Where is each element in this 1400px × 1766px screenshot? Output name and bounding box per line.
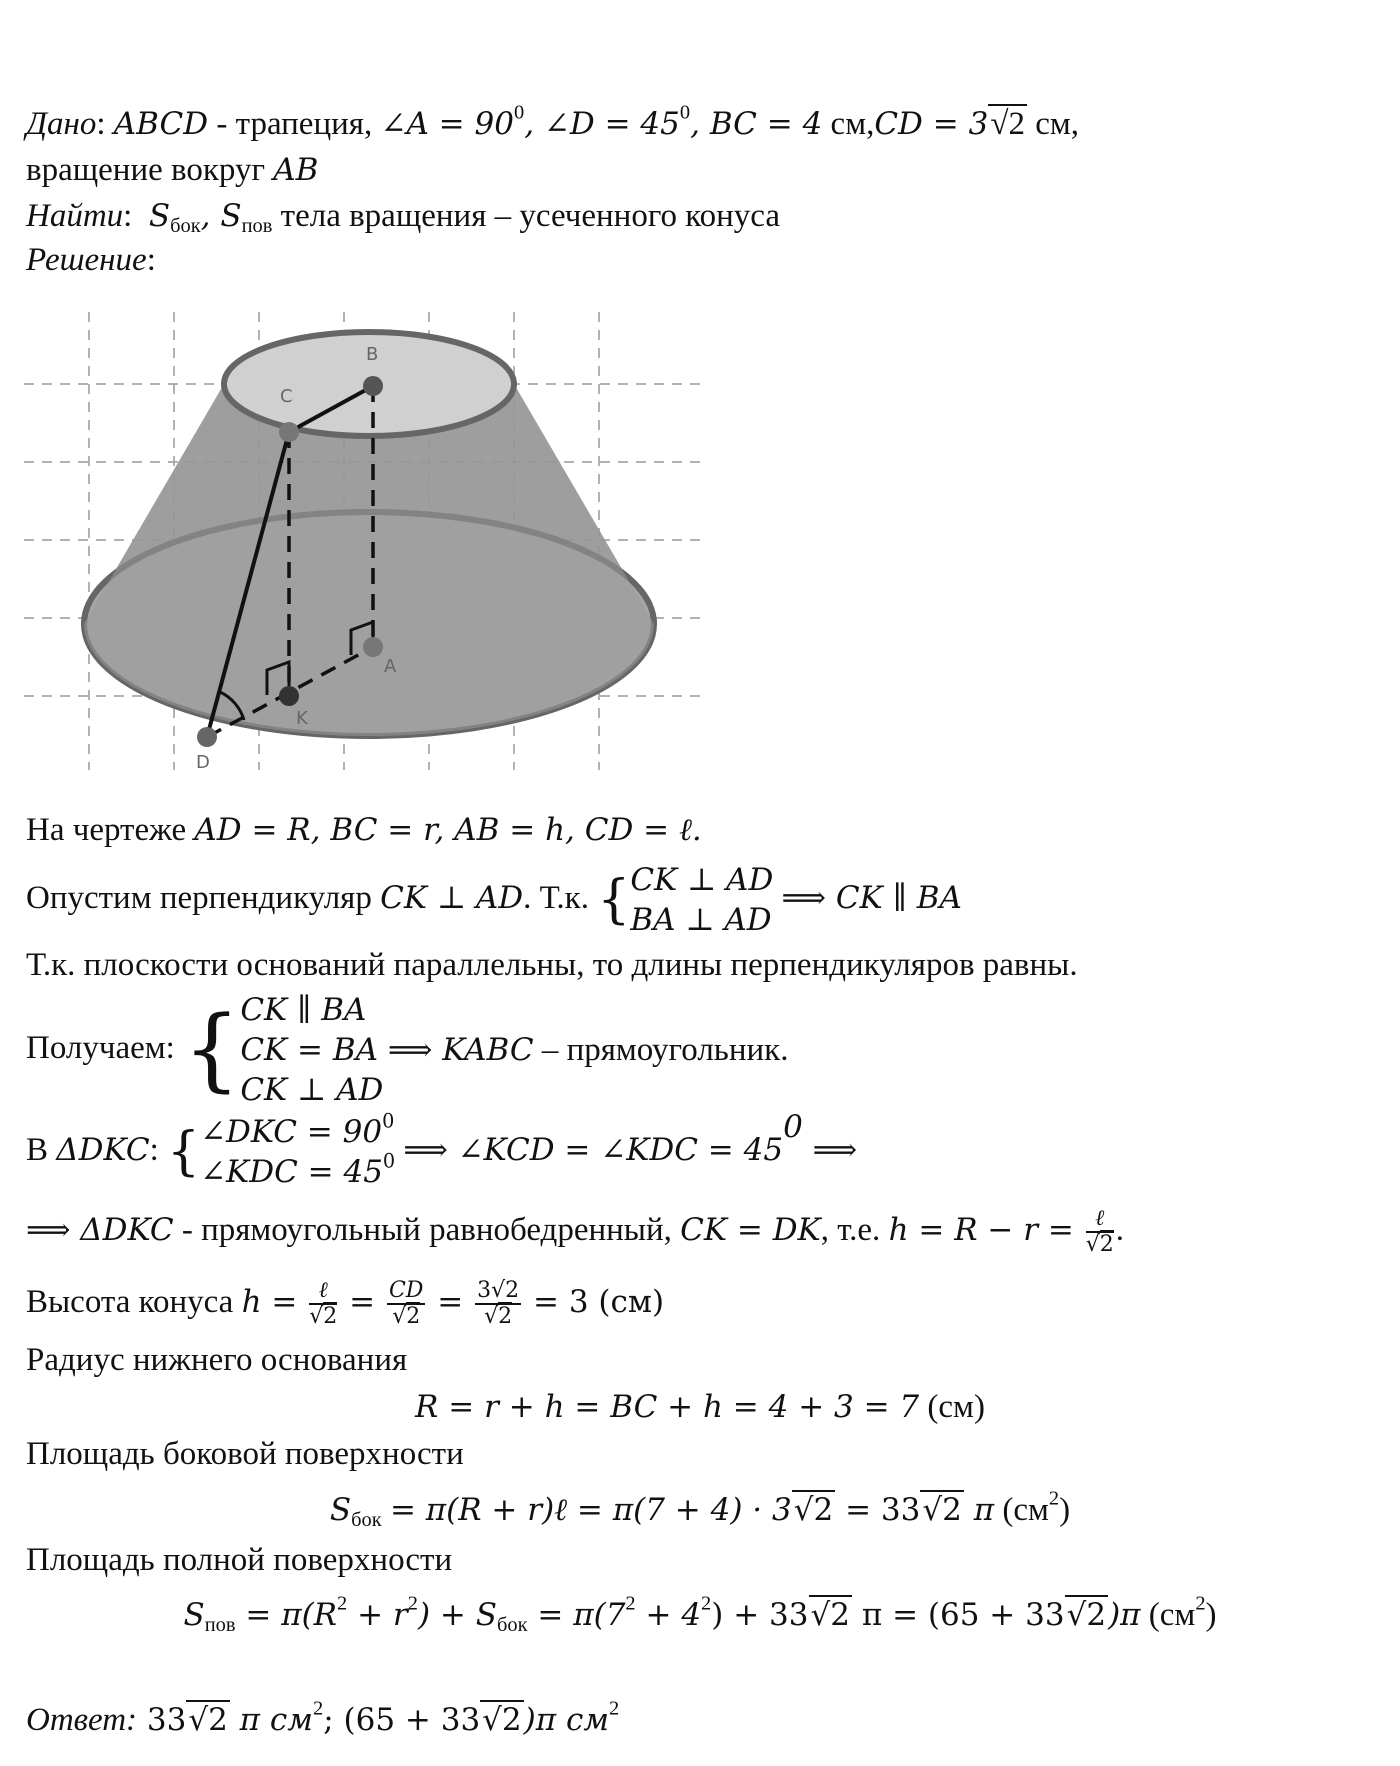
l1-text: На чертеже (26, 812, 195, 848)
line-9 (0, 1385, 1400, 1429)
l6-b: - прямоугольный равнобедренный, (173, 1212, 681, 1248)
l13-e: + 4 (635, 1597, 702, 1633)
l7-h: h = (241, 1284, 308, 1320)
ans-a: 33 (137, 1702, 187, 1738)
l5-text: В (26, 1132, 57, 1168)
point-b (363, 376, 383, 396)
l10-text: Площадь боковой поверхности (26, 1436, 464, 1472)
l6-a: ⟹ ΔDKC (26, 1212, 174, 1248)
given-line: Дано: ABCD - трапеция, ∠A = $90^0$, ∠D = $45^0$, BC = 4 см,CD = 3√2 см, (26, 101, 1079, 142)
deg-mark: 0 (679, 101, 691, 124)
ans-b: π см (229, 1702, 313, 1738)
s-symbol: S (220, 198, 242, 234)
l12-text: Площадь полной поверхности (26, 1542, 453, 1578)
given-trapezoid-text: - трапеция, (208, 106, 381, 142)
label-b: B (366, 344, 379, 365)
l13-d: = π(7 (527, 1597, 626, 1633)
system-2 (240, 990, 788, 1110)
line-8 (26, 1340, 407, 1380)
l2-result: ⟹ CK ∥ BA (781, 880, 962, 916)
l13-h: )π (1108, 1597, 1141, 1633)
sub-pov: пов (204, 1614, 236, 1637)
frustum-figure (24, 300, 724, 780)
sub-bok: бок (170, 215, 201, 238)
label-a: A (384, 656, 397, 677)
line-10 (26, 1434, 464, 1474)
solution-line: Решение: (26, 242, 156, 278)
point-c (279, 422, 299, 442)
trapezoid-name: ABCD (113, 106, 209, 142)
given-bc: BC = 4 (709, 106, 823, 142)
frac-num: ℓ (309, 1279, 337, 1305)
sys3-line: ∠KDC = 45 (200, 1154, 383, 1191)
line-1 (26, 810, 702, 850)
l5-result: ⟹ ∠KCD = ∠KDC = 45 (403, 1132, 784, 1168)
rectangle-text: – прямоугольник. (533, 1032, 789, 1069)
l11-c: π (963, 1492, 995, 1528)
fraction: $\frac{CD}{√2}$ (388, 1278, 424, 1330)
ans-c: ; (65 + 33 (323, 1702, 481, 1738)
line-4 (26, 985, 788, 1111)
sys1-line: CK ⊥ AD (630, 862, 774, 899)
find-label: Найти (26, 198, 124, 234)
line-6: ⟹ ΔDKC - прямоугольный равнобедренный, CK = DK, т.е. h = R − r = $\frac{\text{ℓ}}{√2}$ . (26, 1206, 1125, 1258)
s-symbol: S (183, 1597, 205, 1633)
s-symbol: S (329, 1492, 352, 1528)
label-d: D (196, 752, 210, 773)
fraction-l-sqrt2: $\frac{\text{ℓ}}{√2}$ (1085, 1206, 1114, 1258)
given-cd: CD = 3 (874, 106, 989, 142)
point-a (363, 637, 383, 657)
l6-d: , т.е. (820, 1212, 889, 1248)
line-5: В ΔDKC: { ∠DKC = $90^0$ ∠KDC = $45^0$ ⟹ ∠KCD = ∠KDC = $45^0$ ⟹ (26, 1108, 858, 1191)
unit-cm: (см (994, 1492, 1049, 1528)
brace: { (597, 870, 631, 931)
sqrt-arg: 2 (1008, 106, 1025, 142)
unit-cm: (см (1140, 1597, 1196, 1633)
l9-math: R = r + h = BC + h = 4 + 3 = 7 (415, 1389, 920, 1425)
given-label: Дано (26, 106, 97, 142)
l3-text: Т.к. плоскости оснований параллельны, то длины перпендикуляров равны. (26, 947, 1078, 983)
l5-end: ⟹ (802, 1132, 858, 1168)
sys3-line: ∠DKC = 90 (200, 1114, 383, 1151)
point-d (197, 727, 217, 747)
answer-label: Ответ: (26, 1702, 138, 1738)
triangle-dkc: ΔDKC (56, 1132, 150, 1168)
sys1-line: BA ⊥ AD (630, 902, 772, 939)
line-12 (26, 1540, 452, 1580)
ans-d: )π см (523, 1702, 610, 1738)
l1-math: AD = R, BC = r, AB = h, CD = ℓ. (194, 812, 702, 848)
sys2-line: CK = BA ⟹ KABC (240, 1032, 534, 1069)
answer-line: Ответ: 33√2 π $см^2$; (65 + 33√2)π $см^2$ (26, 1697, 620, 1738)
line-13: $S_{пов} = \pi(R^2 + r^2) + S_{бок} = \pi(7^2 + 4^2) + 33√2$ π = (65 + 33√2)π $(см^2)$ (183, 1592, 1217, 1637)
line-11: $S_{бок} = \pi(R$ + r)ℓ = π(7 + 4) · 3√2 = 33√2 π $(см^2)$ (329, 1487, 1071, 1532)
line-3 (26, 945, 1078, 985)
sys2-line: CK ∥ BA (240, 992, 367, 1029)
l7-result: = 3 (см) (523, 1284, 665, 1320)
l2-math: CK ⊥ AD (380, 880, 524, 916)
l11-a: = π(R + r)ℓ = π(7 + 4) · 3 (389, 1492, 792, 1528)
l13-f: ) + 33 (711, 1597, 809, 1633)
brace: { (183, 997, 241, 1103)
colon: : (149, 1132, 167, 1168)
l4-text: Получаем: (26, 1030, 184, 1066)
unit-cm: см, (822, 106, 875, 142)
given-line-2 (26, 150, 318, 190)
label-k: K (296, 708, 308, 729)
line-7: Высота конуса h = $\frac{\text{ℓ}}{√2}$ = $\frac{CD}{√2}$ = $\frac{3√2}{√2}$ = 3 (см) (26, 1278, 665, 1330)
fraction: $\frac{3√2}{√2}$ (477, 1278, 520, 1330)
solution-label: Решение (26, 242, 147, 278)
unit-cm: см, (1026, 106, 1079, 142)
sub-pov: пов (241, 215, 273, 238)
l13-c: ) + S (417, 1597, 497, 1633)
system-1 (630, 860, 773, 940)
sys2-line: CK ⊥ AD (240, 1072, 384, 1109)
frac-num: ℓ (1086, 1207, 1114, 1233)
l7-text: Высота конуса (26, 1284, 242, 1320)
l2-text: Опустим перпендикуляр (26, 880, 381, 916)
l13-b: + r (347, 1597, 408, 1633)
deg-mark: 0 (513, 101, 525, 124)
rotation-axis: AB (273, 152, 319, 188)
line-2 (26, 855, 962, 941)
find-line: Найти: $S_{бок}$, $S_{пов}$ тела вращения – усеченного конуса (26, 198, 781, 238)
system-3: ∠DKC = $90^0$ ∠KDC = $45^0$ (200, 1110, 396, 1191)
frac-num: CD (388, 1278, 424, 1304)
l11-b: = 33 (835, 1492, 921, 1528)
l2-tk: . Т.к. (523, 880, 598, 916)
l8-text: Радиус нижнего основания (26, 1342, 408, 1378)
label-c: C (280, 386, 293, 407)
point-k (279, 686, 299, 706)
given-angle-d: ∠D = 45 (543, 106, 680, 142)
s-symbol: S (148, 198, 171, 234)
sub-bok: бок (497, 1614, 528, 1637)
sub-bok: бок (351, 1509, 382, 1532)
given-angle-a: ∠A = 90 (380, 106, 514, 142)
fraction: $\frac{\text{ℓ}}{√2}$ (309, 1278, 338, 1330)
unit-cm: (см) (919, 1389, 985, 1425)
brace: { (166, 1122, 201, 1183)
find-text: тела вращения – усеченного конуса (272, 198, 781, 234)
l13-a: = π(R (235, 1597, 338, 1633)
l6-e: h = R − r = (888, 1212, 1084, 1248)
frac-num: 3√2 (477, 1278, 520, 1304)
l13-g: π = (65 + 33 (851, 1597, 1065, 1633)
l6-c: CK = DK (680, 1212, 821, 1248)
rotation-text: вращение вокруг (26, 152, 274, 188)
